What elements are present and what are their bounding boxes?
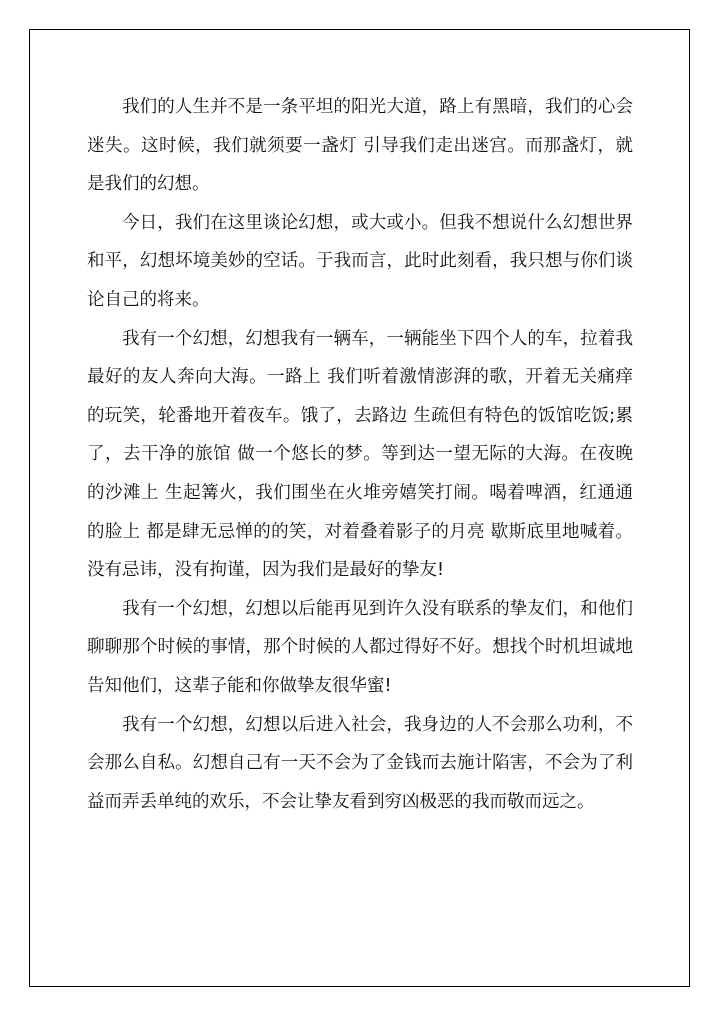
document-body <box>87 88 633 821</box>
paragraph-5: 我有一个幻想，幻想以后进入社会，我身边的人不会那么功利，不会那么自私。幻想自己有一天不会为了金钱而去施计陷害，不会为了利益而弄丢单纯的欢乐，不会让挚友看到穷凶极恶的我而敬而远之。 <box>87 714 633 812</box>
paragraph-3: 我有一个幻想，幻想我有一辆车，一辆能坐下四个人的车，拉着我最好的友人奔向大海。一路上 我们听着激情澎湃的歌，开着无关痛痒的玩笑，轮番地开着夜车。饿了，去路边 生疏但有特色的饭馆吃饭;累了，去干净的旅馆 做一个悠长的梦。等到达一望无际的大海。在夜晚的沙滩上 生起篝火，我们围坐在火堆旁嬉笑打闹。喝着啤酒，红通通的脸上 都是肆无忌惮的的笑，对着叠着影子的月亮 歇斯底里地喊着。没有忌讳，没有拘谨，因为我们是最好的挚友! <box>87 328 633 581</box>
paragraph-4: 我有一个幻想，幻想以后能再见到许久没有联系的挚友们，和他们聊聊那个时候的事情，那个时候的人都过得好不好。想找个时机坦诚地告知他们，这辈子能和你做挚友很华蜜! <box>87 598 633 696</box>
paragraph-1: 我们的人生并不是一条平坦的阳光大道，路上有黑暗，我们的心会迷失。这时候，我们就须要一盏灯 引导我们走出迷宫。而那盏灯，就是我们的幻想。 <box>87 97 633 195</box>
paragraph-2: 今日，我们在这里谈论幻想，或大或小。但我不想说什么幻想世界和平，幻想坏境美妙的空话。于我而言，此时此刻看，我只想与你们谈论自己的将来。 <box>87 212 633 310</box>
